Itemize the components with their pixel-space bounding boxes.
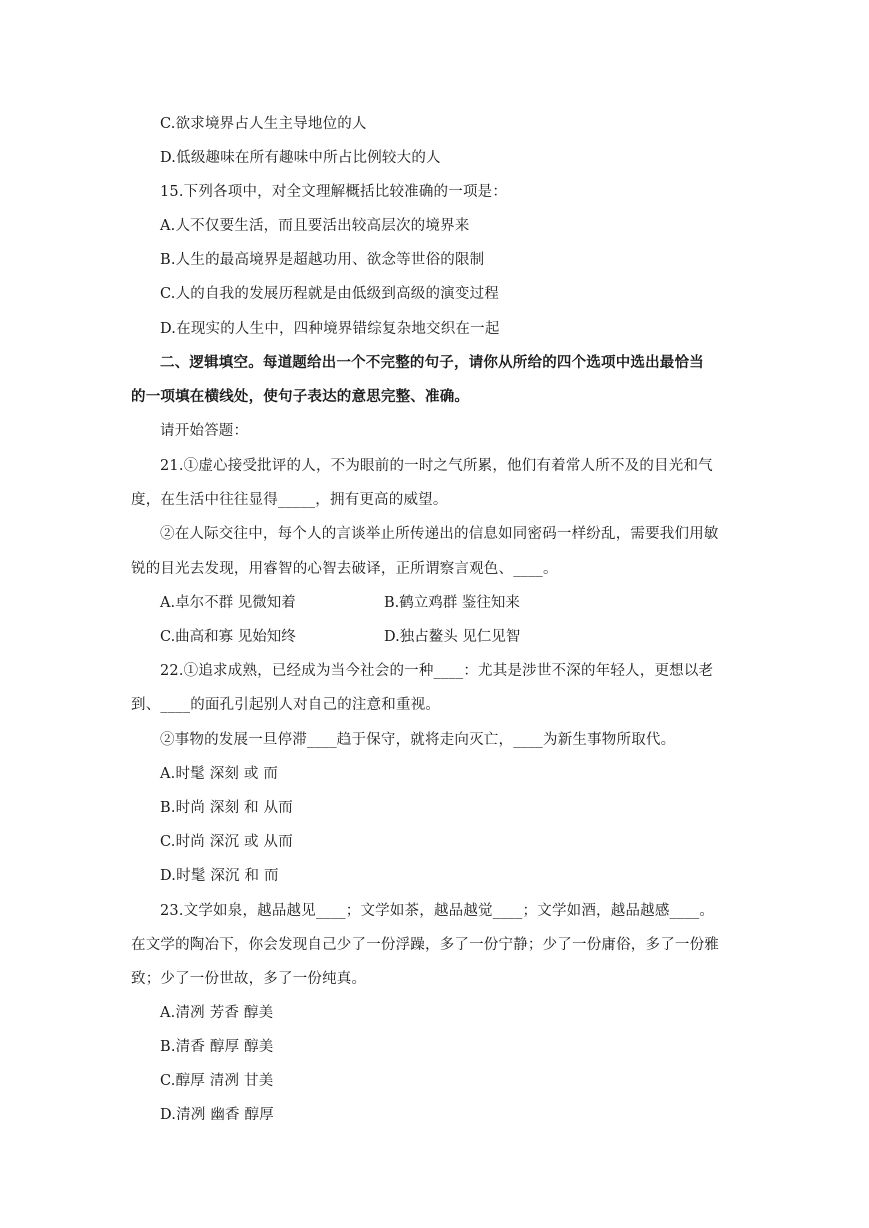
q23-line2: 在文学的陶冶下，你会发现自己少了一份浮躁，多了一份宁静；少了一份庸俗，多了一份雅 (131, 937, 719, 953)
q15-option-c: C.人的自我的发展历程就是由低级到高级的演变过程 (160, 286, 499, 302)
q21-s2-line1: ②在人际交往中，每个人的言谈举止所传递出的信息如同密码一样纷乱，需要我们用敏 (160, 526, 719, 542)
q15-option-b: B.人生的最高境界是超越功用、欲念等世俗的限制 (160, 252, 485, 268)
q23-line3: 致；少了一份世故，多了一份纯真。 (131, 971, 367, 987)
q22-option-c: C.时尚 深沉 或 从而 (160, 834, 293, 850)
q22-s1-line1: 22.①追求成熟，已经成为当今社会的一种____：尤其是涉世不深的年轻人，更想以老 (160, 663, 714, 679)
q22-option-b: B.时尚 深刻 和 从而 (160, 800, 293, 816)
q21-s1-line1: 21.①虚心接受批评的人，不为眼前的一时之气所累，他们有着常人所不及的目光和气 (160, 458, 713, 474)
q23-option-d: D.清冽 幽香 醇厚 (160, 1107, 274, 1123)
q23-option-a: A.清冽 芳香 醇美 (160, 1005, 274, 1021)
q22-option-d: D.时髦 深沉 和 而 (160, 868, 279, 884)
q22-option-a: A.时髦 深刻 或 而 (160, 766, 279, 782)
q14-option-d: D.低级趣味在所有趣味中所占比例较大的人 (160, 150, 441, 166)
q15-option-a: A.人不仅要生活，而且要活出较高层次的境界来 (160, 218, 470, 234)
q21-option-d: D.独占鳌头 见仁见智 (384, 629, 521, 645)
q21-option-a: A.卓尔不群 见微知着 (160, 595, 296, 611)
q22-s1-line2: 到、____的面孔引起别人对自己的注意和重视。 (131, 697, 441, 713)
q23-line1: 23.文学如泉，越品越见____；文学如茶，越品越觉____；文学如酒，越品越感____。 (160, 903, 715, 919)
q23-option-b: B.清香 醇厚 醇美 (160, 1039, 274, 1055)
q23-option-c: C.醇厚 清冽 甘美 (160, 1073, 274, 1089)
section2-start: 请开始答题： (160, 423, 249, 439)
q21-s1-line2: 度，在生活中往往显得_____，拥有更高的威望。 (131, 492, 448, 508)
q15-stem: 15.下列各项中，对全文理解概括比较准确的一项是： (160, 184, 508, 200)
section2-heading-line1: 二、逻辑填空。每道题给出一个不完整的句子，请你从所给的四个选项中选出最恰当 (160, 354, 704, 371)
q14-option-c: C.欲求境界占人生主导地位的人 (160, 116, 367, 132)
q15-option-d: D.在现实的人生中，四种境界错综复杂地交织在一起 (160, 321, 500, 337)
q22-s2: ②事物的发展一旦停滞____趋于保守，就将走向灭亡，____为新生事物所取代。 (160, 732, 676, 748)
q21-s2-line2: 锐的目光去发现，用睿智的心智去破译，正所谓察言观色、____。 (131, 561, 558, 577)
q21-option-b: B.鹤立鸡群 鉴往知来 (384, 595, 520, 611)
section2-heading-line2: 的一项填在横线处，使句子表达的意思完整、准确。 (131, 388, 470, 405)
q21-option-c: C.曲高和寡 见始知终 (160, 629, 296, 645)
